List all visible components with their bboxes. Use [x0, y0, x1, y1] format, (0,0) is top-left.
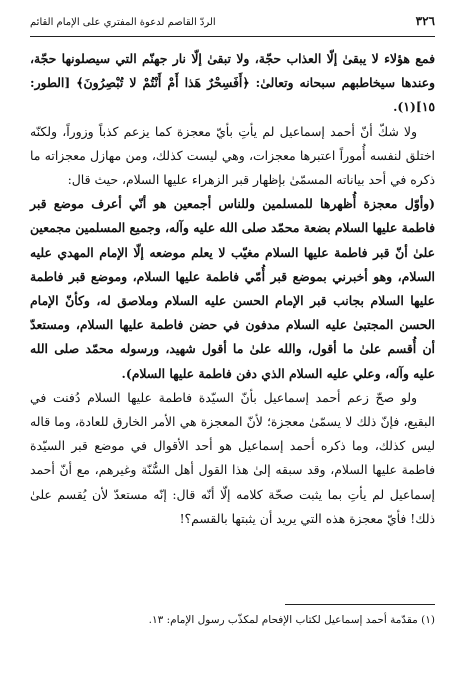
- paragraph-1: فمع هؤلاء لا يبقىٰ إلّا العذاب حجّة، ولا تبقىٰ إلّا نار جهنّم التي سيصلونها حجّة، وعندها سيخاطبهم سبحانه وتعالىٰ: ﴿أَفَسِحْرٌ هَذا أَمْ أَنْتُمْ لا تُبْصِرُونَ﴾ [الطور: ١٥](١).: [30, 51, 435, 115]
- page-header: [30, 14, 435, 37]
- quoted-paragraph: (وأوّل معجزة أُظهرها للمسلمين وللناس أجمعين هو أنّي أعرف موضع قبر فاطمة عليها السلام بضعة محمّد صلى الله عليه وآله، وجميع المسلمين مجمعين علىٰ أنّ قبر فاطمة عليها السلام مغيّب لا يعلم موضعه إلّا الإمام المهدي عليه السلام، وهو أخبرني بموضع قبر أُمّي فاطمة عليها السلام، وموضع قبر فاطمة عليها السلام بجانب قبر الإمام الحسن عليه السلام وملاصق له، وكأنّ الإمام الحسن المجتبىٰ عليه السلام مدفون في حضن فاطمة عليها السلام، ومستعدّ أن أُقسم علىٰ ما أقول، والله علىٰ ما أقول شهيد، ورسوله محمّد صلى الله عليه وآله، وعلي عليه السلام الذي دفن فاطمة عليها السلام).: [30, 196, 435, 381]
- book-page: [30, 14, 435, 664]
- footnote: (١) مقدّمة أحمد إسماعيل لكتاب الإفحام لمكذّب رسول الإمام: ١٣.: [148, 614, 435, 626]
- paragraph-4: ولو صحّ زعم أحمد إسماعيل بأنّ السيّدة فاطمة عليها السلام دُفنت في البقيع، فإنّ ذلك لا يسمّىٰ معجزة؛ لأنّ المعجزة هي الأمر الخارق للعادة، وما قاله ليس كذلك، وما ذكره أحمد إسماعيل هو أحد الأقوال في موضع قبر السيّدة فاطمة عليها السلام، وقد سبقه إلىٰ هذا القول أهل السُّنّة وغيرهم، مع أنّ أحمد إسماعيل لم يأتِ بما يثبت صحّة كلامه إلّا أنّه قال: إنّه مستعدّ لأن يُقسم علىٰ ذلك! فأيّ معجزة هذه التي يريد أن يثبتها بالقسم؟!: [30, 389, 435, 526]
- page-number: ٣٢٦: [415, 14, 435, 28]
- footnote-divider: [285, 604, 435, 605]
- running-title: الردّ القاصم لدعوة المفتري على الإمام القائم: [30, 17, 216, 28]
- paragraph-2: ولا شكّ أنّ أحمد إسماعيل لم يأتِ بأيّ معجزة كما يزعم كذباً وزوراً، ولكنّه اختلق لنفسه أُموراً اعتبرها معجزات، وهي ليست كذلك، ومن مهازل معجزاته ما ذكره في أحد بياناته المسمّىٰ بإظهار قبر الزهراء عليها السلام، حيث قال:: [30, 123, 435, 188]
- page-body: [30, 47, 435, 531]
